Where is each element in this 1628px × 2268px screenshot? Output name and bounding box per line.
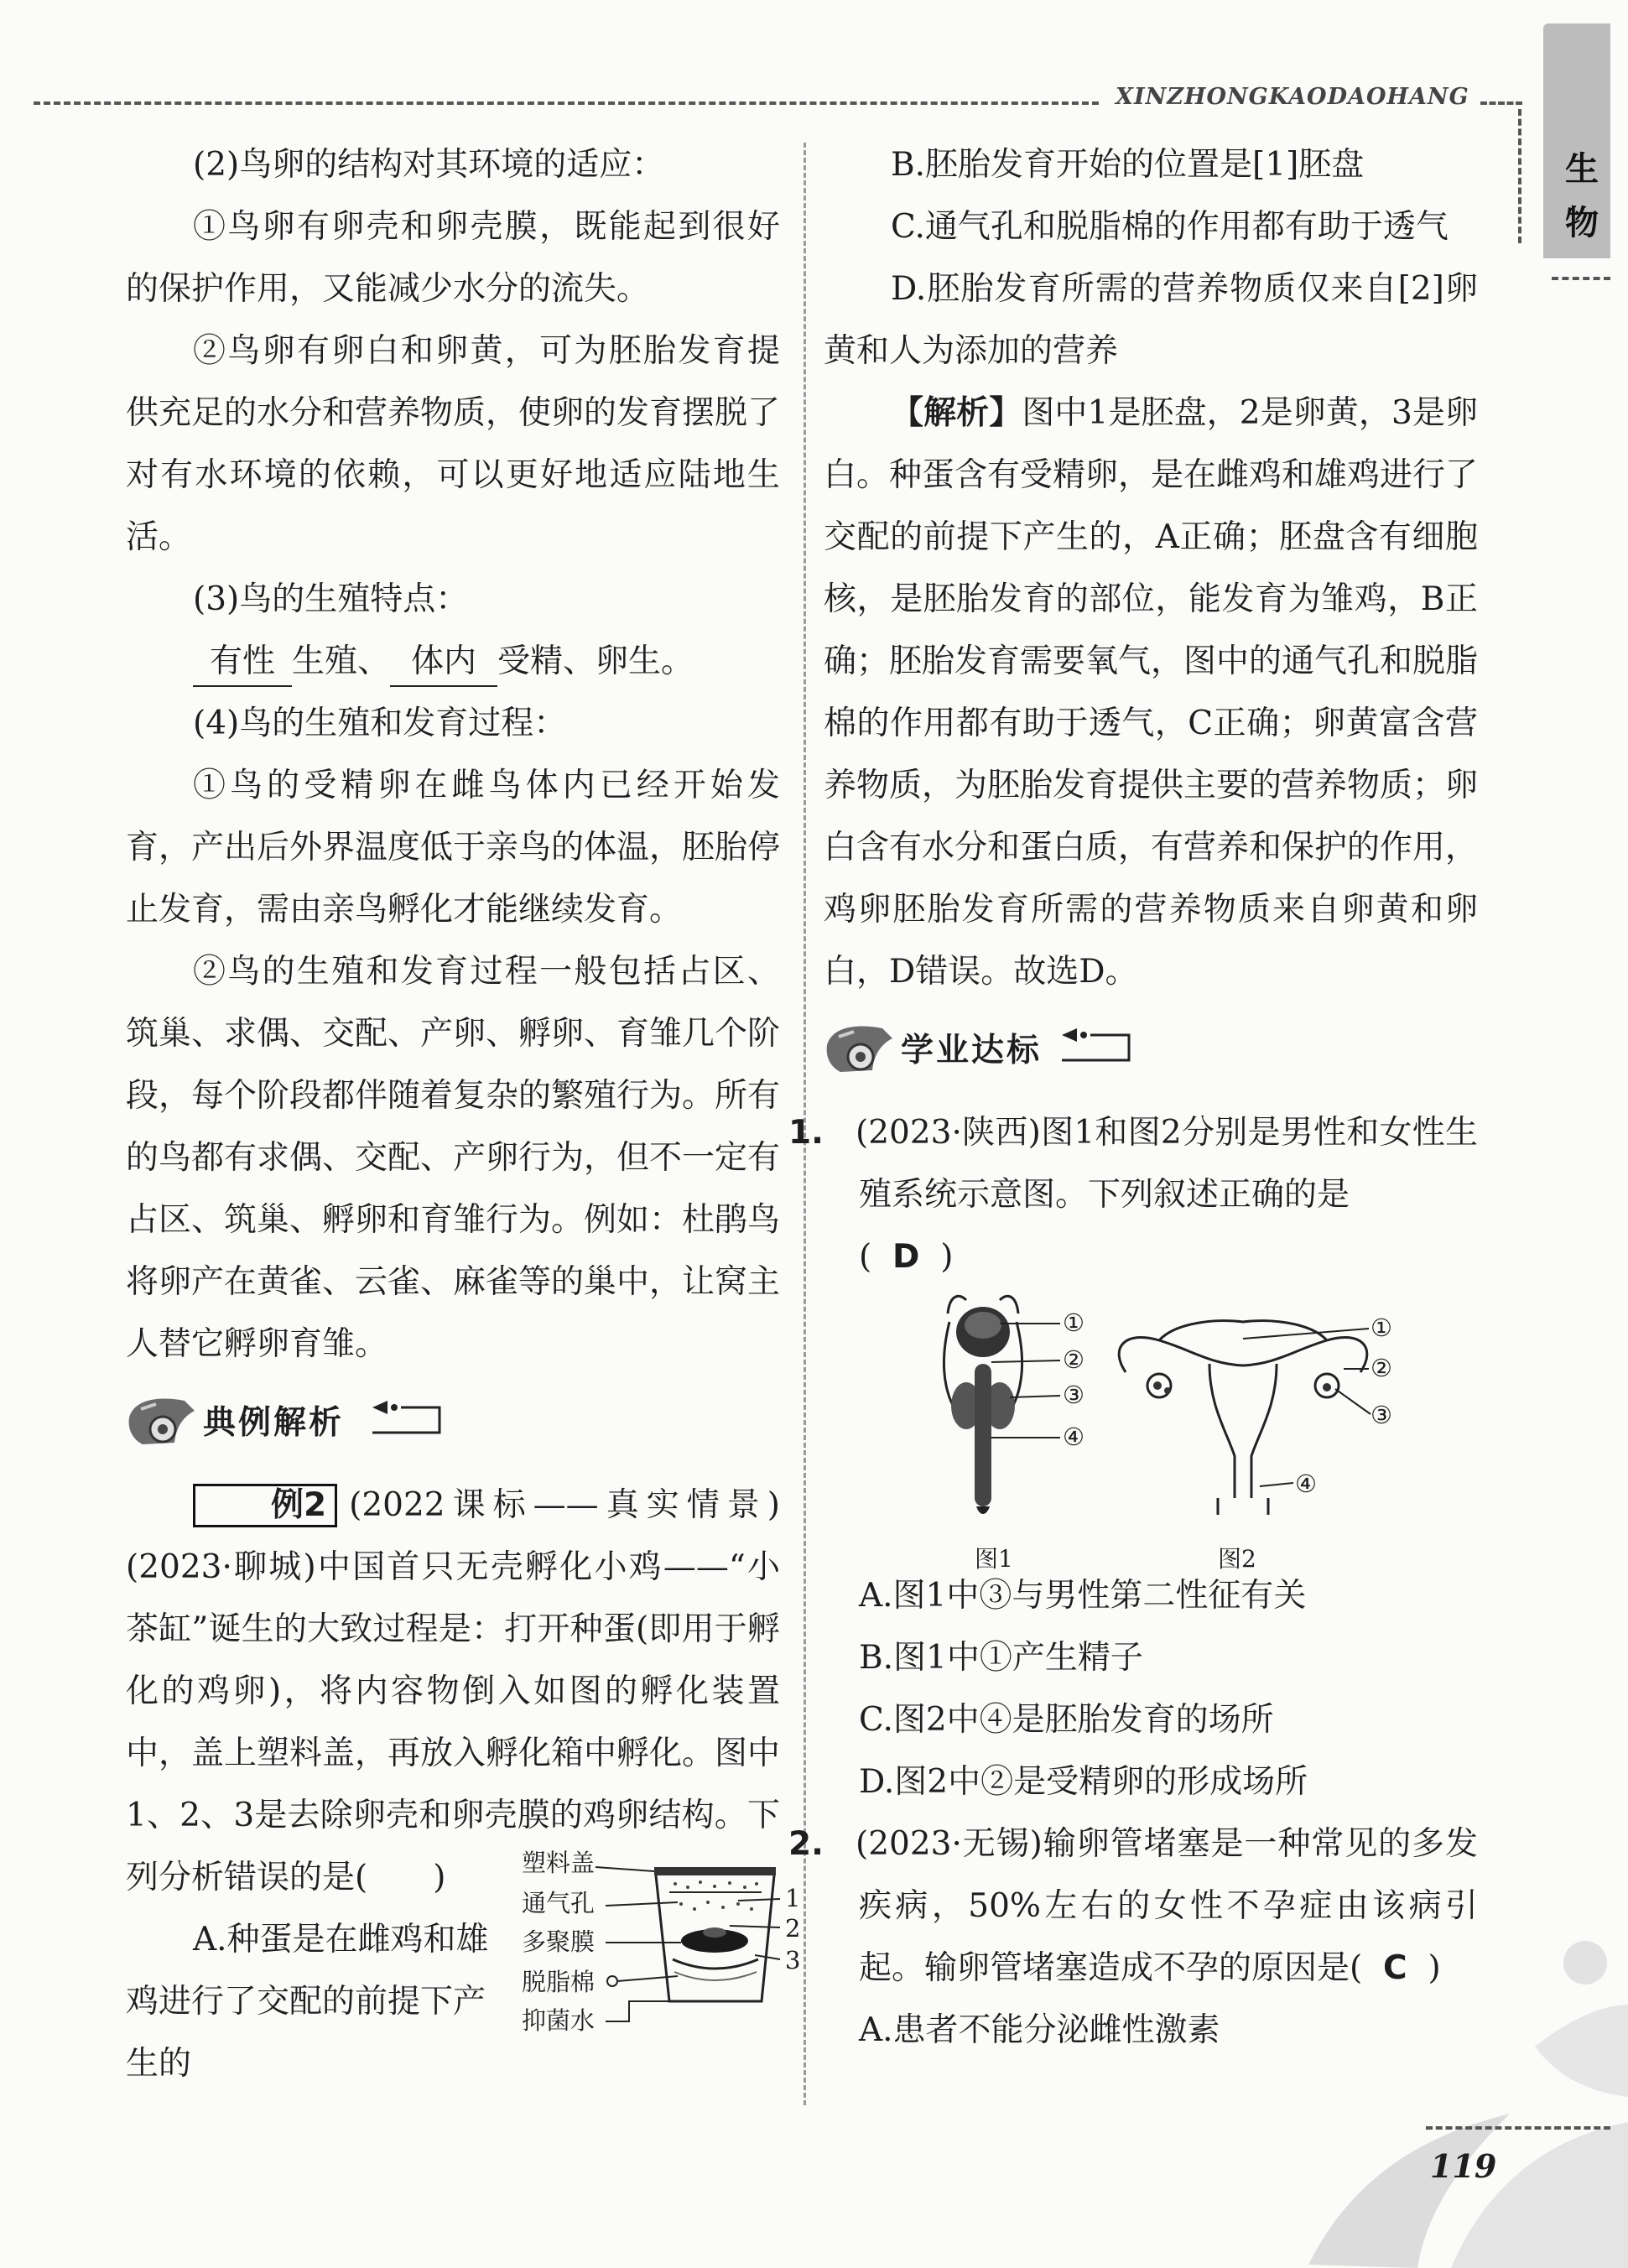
arrow-icon — [369, 1391, 445, 1441]
analysis-text: 图中1是胚盘，2是卵黄，3是卵白。种蛋含有受精卵，是在雌鸡和雄鸡进行了交配的前提下产生的，A正确；胚盘含有细胞核，是胚胎发育的部位，能发育为雏鸡，B正确；胚胎发育需要氧气，图中的通气孔和脱脂棉的作用都有助于透气，C正确；卵黄富含营养物质，为胚胎发育提供主要的营养物质；卵白含有水分和蛋白质，有营养和保护的作用，鸡卵胚胎发育所需的营养物质来自卵黄和卵白，D错误。故选D。 — [824, 394, 1479, 991]
label-antibacterial-water: 抑菌水 — [522, 2006, 596, 2035]
blank-mid: 生殖、 — [292, 642, 391, 680]
label-cotton: 脱脂棉 — [522, 1968, 596, 1996]
male-mark-1: ① — [1063, 1308, 1084, 1337]
q1-figure-row — [824, 1288, 1478, 1573]
analysis-tag: 【解析】 — [891, 394, 1022, 432]
question-1 — [788, 1102, 1478, 1226]
q2-number: 2. — [788, 1825, 824, 1863]
q1-option-a: A.图1中③与男性第二性征有关 — [859, 1577, 1307, 1615]
blank-tail: 受精、卵生。 — [497, 642, 694, 680]
section-badge-icon — [126, 1392, 198, 1451]
q1-paren-close: ) — [940, 1238, 954, 1276]
fill-blank-line — [126, 631, 780, 693]
example-option-a: A.种蛋是在雌鸡和雄鸡进行了交配的前提下产生的 — [126, 1921, 489, 2083]
q2-option-a: A.患者不能分泌雌性激素 — [859, 2011, 1220, 2049]
label-polymer-film: 多聚膜 — [522, 1927, 596, 1956]
section-header-practice — [824, 1015, 1478, 1082]
arrow-icon — [1058, 1018, 1134, 1069]
subject-tab-label: 生物 — [1565, 149, 1599, 242]
example-label: 例2 — [193, 1484, 337, 1527]
blank-answer-2: 体内 — [390, 638, 497, 687]
male-mark-3: ③ — [1063, 1381, 1084, 1409]
q1-number: 1. — [788, 1114, 824, 1152]
tab-dash-vertical — [1518, 109, 1521, 243]
label-num-3: 3 — [785, 1946, 801, 1974]
q1-answer: D — [892, 1238, 920, 1276]
footer-rule — [1426, 2126, 1610, 2130]
page-number: 119 — [1430, 2147, 1497, 2185]
male-mark-2: ② — [1063, 1345, 1084, 1374]
text-p7: ①鸟的受精卵在雌鸟体内已经开始发育，产出后外界温度低于亲鸟的体温，胚胎停止发育，需由亲鸟孵化才能继续发育。 — [126, 767, 781, 929]
left-column — [126, 134, 801, 2119]
q1-text: (2023·陕西)图1和图2分别是男性和女性生殖系统示意图。下列叙述正确的是 — [856, 1114, 1478, 1214]
q1-answer-line — [824, 1226, 1478, 1288]
label-plastic-lid: 塑料盖 — [522, 1849, 596, 1877]
male-mark-4: ④ — [1063, 1423, 1084, 1451]
q2-paren-close: ) — [1428, 1949, 1441, 1987]
example-text: (2022课标——真实情景)(2023·聊城)中国首只无壳孵化小鸡——“小茶缸”诞生的大致过程是：打开种蛋(即用于孵化的鸡卵)，将内容物倒入如图的孵化装置中，盖上塑料盖，再放入孵化箱中孵化。图中1、2、3是去除卵壳和卵壳膜的鸡卵结构。下列分析错误的是( ) — [126, 1486, 781, 1896]
incubator-figure — [522, 1834, 814, 2043]
q2-text: (2023·无锡)输卵管堵塞是一种常见的多发疾病，50%左右的女性不孕症由该病引起。输卵管堵塞造成不孕的原因是( — [856, 1825, 1478, 1987]
label-num-1: 1 — [785, 1884, 801, 1912]
fig2-caption: 图2 — [1218, 1545, 1256, 1573]
label-vent-hole: 通气孔 — [522, 1889, 596, 1917]
header-rule — [34, 101, 1099, 105]
female-mark-2: ② — [1371, 1354, 1392, 1382]
section-header-examples — [126, 1387, 780, 1454]
female-mark-3: ③ — [1371, 1401, 1392, 1429]
example-option-d: D.胚胎发育所需的营养物质仅来自[2]卵黄和人为添加的营养 — [824, 270, 1478, 370]
female-mark-4: ④ — [1295, 1470, 1317, 1498]
section-title-practice: 学业达标 — [901, 1032, 1043, 1069]
text-p8: ②鸟的生殖和发育过程一般包括占区、筑巢、求偶、交配、产卵、孵卵、育雏几个阶段，每个阶段都伴随着复杂的繁殖行为。所有的鸟都有求偶、交配、产卵行为，但不一定有占区、筑巢、孵卵和育雏行为。例如：杜鹃鸟将卵产在黄雀、云雀、麻雀等的巢中，让窝主人替它孵卵育雏。 — [126, 953, 781, 1363]
female-mark-1: ① — [1371, 1313, 1392, 1342]
right-column — [788, 134, 1479, 2062]
example-option-c: C.通气孔和脱脂棉的作用都有助于透气 — [891, 208, 1449, 246]
text-p1: (2)鸟卵的结构对其环境的适应： — [193, 146, 665, 184]
example-figure-row — [126, 1849, 801, 2119]
section-title-examples: 典例解析 — [203, 1404, 345, 1442]
female-system-drawing — [1119, 1321, 1367, 1515]
header-rule-end — [1480, 101, 1522, 105]
text-p3: ②鸟卵有卵白和卵黄，可为胚胎发育提供充足的水分和营养物质，使卵的发育摆脱了对有水环境的依赖，可以更好地适应陆地生活。 — [126, 332, 781, 556]
text-p4: (3)鸟的生殖特点： — [193, 580, 469, 618]
question-2 — [788, 1813, 1478, 2000]
fig1-caption: 图1 — [975, 1545, 1013, 1573]
label-num-2: 2 — [785, 1914, 801, 1943]
header-brand: XINZHONGKAODAOHANG — [1116, 84, 1469, 110]
text-p6: (4)鸟的生殖和发育过程： — [193, 705, 567, 742]
blank-answer-1: 有性 — [193, 638, 292, 687]
tab-dash-horizontal — [1552, 277, 1610, 280]
q1-option-c: C.图2中④是胚胎发育的场所 — [859, 1701, 1274, 1739]
text-p2: ①鸟卵有卵壳和卵壳膜，既能起到很好的保护作用，又能减少水分的流失。 — [126, 208, 780, 308]
example-block — [126, 1475, 801, 2119]
example-option-b: B.胚胎发育开始的位置是[1]胚盘 — [891, 146, 1365, 184]
q1-option-d: D.图2中②是受精卵的形成场所 — [859, 1763, 1308, 1801]
section-badge-icon — [824, 1020, 896, 1079]
q2-answer: C — [1383, 1949, 1407, 1987]
q1-option-b: B.图1中①产生精子 — [859, 1639, 1143, 1677]
analysis-paragraph — [824, 382, 1478, 1003]
q1-paren-open: ( — [859, 1238, 872, 1276]
male-system-drawing — [944, 1296, 1022, 1514]
